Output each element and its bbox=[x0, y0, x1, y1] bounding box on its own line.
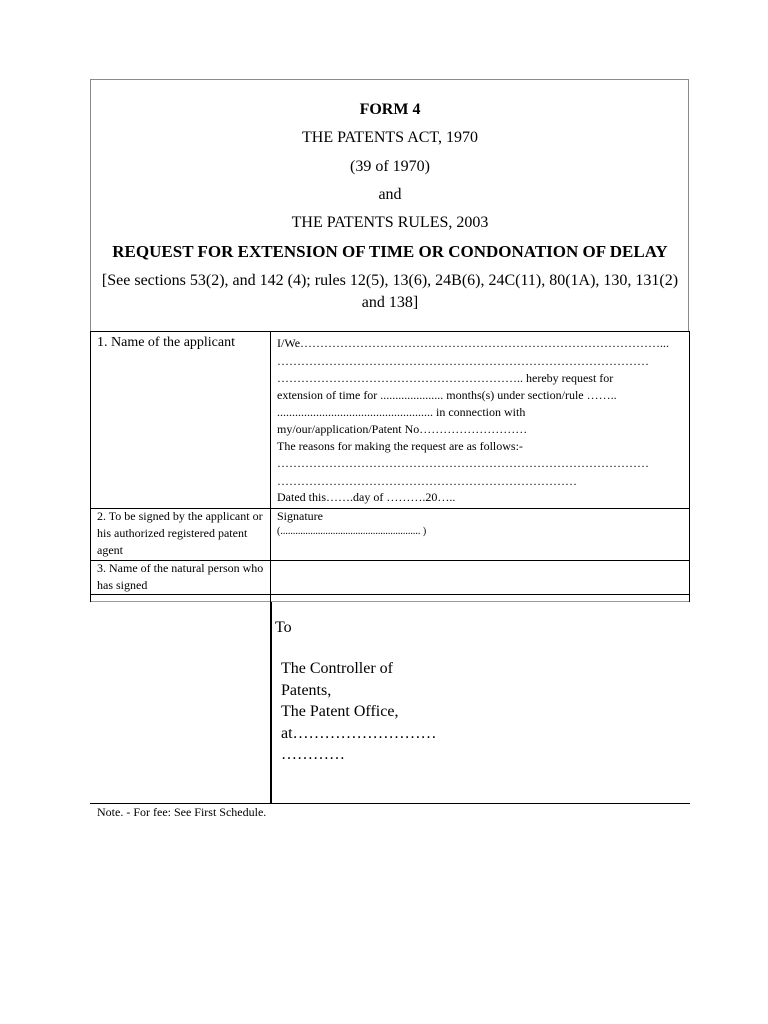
request-line: The reasons for making the request are as follows:- bbox=[277, 439, 523, 453]
signature-label: Signature bbox=[277, 509, 323, 523]
conjunction: and bbox=[378, 186, 402, 203]
table-bottom-double-line bbox=[90, 601, 690, 602]
address-line: The Controller of bbox=[281, 660, 393, 677]
request-line: ………………………………………………………………… bbox=[277, 474, 577, 488]
table-right-border bbox=[689, 331, 690, 602]
table-column-divider bbox=[270, 331, 271, 602]
request-line: …………………………………………………….. hereby request for bbox=[277, 371, 614, 385]
form-number: FORM 4 bbox=[359, 101, 421, 118]
request-line: extension of time for ..................... months(s) under section/rule …….. bbox=[277, 388, 617, 402]
address-line: ………… bbox=[281, 746, 345, 763]
row3-bottom-border bbox=[90, 594, 690, 595]
act-number: (39 of 1970) bbox=[350, 158, 430, 175]
section-reference: [See sections 53(2), and 142 (4); rules 12(5), 13(6), 24B(6), 24C(11), 80(1A), 130, 131(2) and 138] bbox=[101, 272, 679, 311]
address-line: at……………………… bbox=[281, 724, 437, 742]
signature-line: (........................................................ ) bbox=[277, 526, 427, 537]
act-title: THE PATENTS ACT, 1970 bbox=[301, 129, 478, 146]
signatory-label: 2. To be signed by the applicant or his authorized registered patent agent bbox=[97, 509, 263, 557]
natural-person-label: 3. Name of the natural person who has signed bbox=[97, 561, 264, 592]
request-line: I/We………………………………………………………………………………... bbox=[277, 336, 670, 350]
table-top-border bbox=[90, 331, 690, 332]
controller-address bbox=[281, 658, 437, 766]
table-left-border bbox=[90, 331, 91, 602]
request-title: REQUEST FOR EXTENSION OF TIME OR CONDONATION OF DELAY bbox=[112, 242, 668, 261]
address-box-left-border bbox=[270, 602, 272, 804]
request-line: my/our/application/Patent No……………………… bbox=[277, 422, 528, 436]
rules-title: THE PATENTS RULES, 2003 bbox=[291, 214, 489, 231]
request-line: ………………………………………………………………………………… bbox=[277, 354, 649, 368]
dated-line: Dated this…….day of ……….20….. bbox=[277, 490, 456, 504]
to-label: To bbox=[275, 619, 292, 636]
address-line: The Patent Office, bbox=[281, 703, 399, 720]
request-line: .................................................... in connection with bbox=[277, 405, 526, 419]
address-box-bottom-border bbox=[90, 803, 690, 804]
applicant-name-label: 1. Name of the applicant bbox=[97, 335, 236, 350]
fee-note: Note. - For fee: See First Schedule. bbox=[97, 805, 267, 819]
request-line: ………………………………………………………………………………… bbox=[277, 456, 649, 470]
address-line: Patents, bbox=[281, 681, 332, 699]
